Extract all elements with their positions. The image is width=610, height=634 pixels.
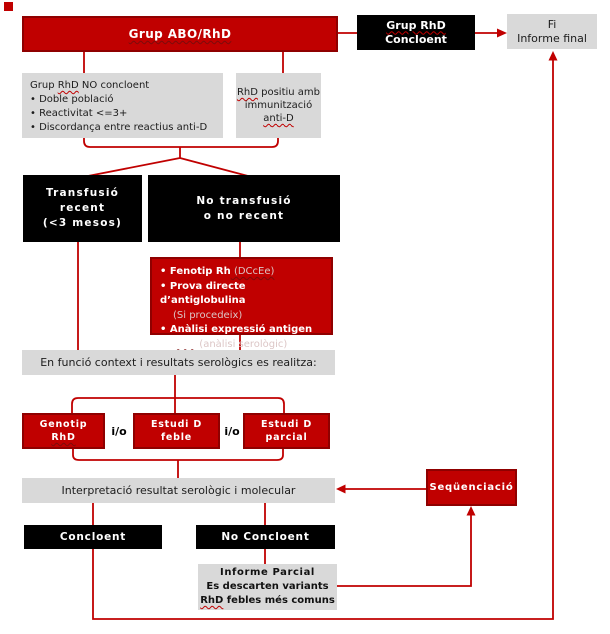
arrowhead-to-fi <box>497 29 507 38</box>
sequenciacio-box: Seqüenciació <box>426 469 517 506</box>
immunitzacio-line-3: anti-D <box>263 113 294 124</box>
informe-final-label: Informe final <box>517 31 587 45</box>
bracket-options-bottom <box>73 449 283 460</box>
parcial-line-2: parcial <box>265 432 308 443</box>
fenotip-item-2-note: (Si procedeix) <box>173 309 243 321</box>
criteria-bullet-2: • Reactivitat <=3+ <box>30 108 128 119</box>
transfusio-line-2: (<3 mesos) <box>42 217 123 229</box>
criteria-bullet-3: • Discordança entre reactius anti-D <box>30 122 208 133</box>
bracket-under-grayboxes <box>84 138 278 147</box>
fi-label: Fi <box>547 17 557 31</box>
diagonal-left <box>88 158 180 176</box>
interpretacio-bar: Interpretació resultat serològic i molecular <box>22 478 335 503</box>
arrowhead-up-to-fi <box>549 51 558 61</box>
corner-artifact <box>4 2 13 11</box>
fenotip-item-1: • Fenotip Rh (DCcEe) <box>160 266 275 277</box>
informe-parcial-box <box>198 564 337 610</box>
grup-rhd-no-concloent-box <box>22 73 223 138</box>
genotip-line-2: RhD <box>51 432 76 443</box>
arrowhead-up-to-sequenciacio <box>467 506 476 516</box>
criteria-bullet-1: • Doble població <box>30 94 114 105</box>
feble-line-1: Estudi D <box>150 419 203 430</box>
estudi-d-parcial-box <box>243 413 330 449</box>
fenotip-item-2: • Prova directe d’antiglobulina <box>160 280 246 306</box>
criteria-title: Grup RhD NO concloent <box>30 80 150 91</box>
fenotip-item-3-line2: RhD (anàlisi serològic) <box>173 338 288 350</box>
rhd-positiu-immunitzacio-box <box>236 73 321 138</box>
grup-abo-rhd-label: Grup ABO/RhD <box>128 27 232 41</box>
estudi-d-feble-box <box>133 413 220 449</box>
informe-parcial-line-1: Informe Parcial <box>220 567 315 578</box>
no-transfusio-line-2: o no recent <box>203 209 285 222</box>
grup-rhd-concloent-box <box>357 15 475 50</box>
transfusio-recent-box <box>23 175 142 242</box>
fi-informe-final-box <box>507 14 597 49</box>
no-concloent-result-box: No Concloent <box>196 525 335 549</box>
feble-line-2: feble <box>160 432 193 443</box>
informe-parcial-line-2: Es descarten variants <box>206 581 329 592</box>
line-informe-to-sequenciacio <box>337 512 471 586</box>
context-bar: En funció context i resultats serològics es realitza: <box>22 350 335 375</box>
fenotip-rh-box <box>150 257 333 350</box>
immunitzacio-line-1: RhD positiu amb <box>236 87 321 98</box>
grup-abo-rhd-box <box>22 16 338 52</box>
parcial-line-1: Estudi D <box>260 419 313 430</box>
transfusio-line-1: Transfusió recent <box>45 187 120 214</box>
arrowhead-to-interpretacio <box>336 485 346 494</box>
concloent-result-box: Concloent <box>24 525 162 549</box>
io-label-1: i/o <box>111 424 127 438</box>
bracket-options-top <box>72 398 284 413</box>
genotip-line-1: Genotip <box>39 419 88 430</box>
grup-rhd-label: Grup RhD <box>386 18 446 32</box>
no-transfusio-line-1: No transfusió <box>196 194 292 207</box>
no-transfusio-box <box>148 175 340 242</box>
immunitzacio-line-2: immunització <box>244 100 313 111</box>
concloent-label: Concloent <box>385 32 447 46</box>
fenotip-item-3: • Anàlisi expressió antigen <box>160 324 313 335</box>
informe-parcial-line-3: RhD febles més comuns <box>200 595 335 606</box>
genotip-rhd-box <box>22 413 105 449</box>
diagonal-right <box>180 158 248 176</box>
io-label-2: i/o <box>224 424 240 438</box>
